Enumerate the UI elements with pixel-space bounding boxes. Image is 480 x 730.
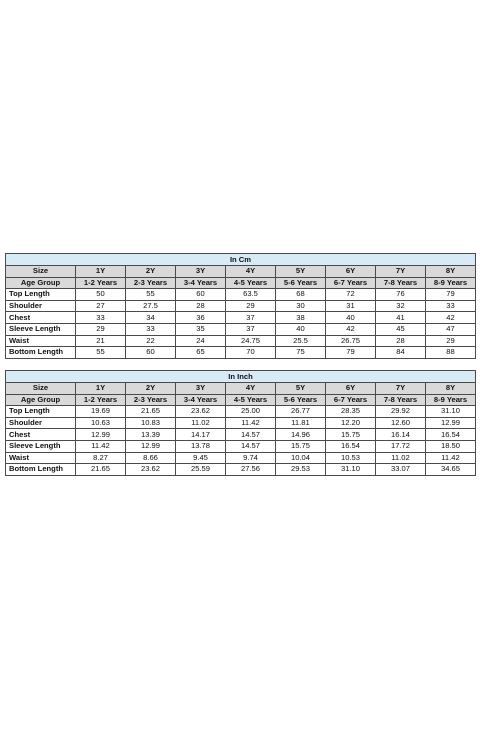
measurement-value: 12.99	[76, 429, 126, 441]
measurement-value: 25.00	[226, 406, 276, 418]
age-group-label: Age Group	[6, 277, 76, 289]
measurement-value: 8.66	[126, 452, 176, 464]
measurement-value: 27	[76, 300, 126, 312]
measurement-value: 33.07	[376, 464, 426, 476]
measurement-label: Top Length	[6, 406, 76, 418]
measurement-value: 16.14	[376, 429, 426, 441]
size-label: Size	[6, 266, 76, 278]
measurement-value: 88	[426, 347, 476, 359]
measurement-value: 11.42	[76, 440, 126, 452]
measurement-label: Bottom Length	[6, 464, 76, 476]
size-header-cell: 3Y	[176, 266, 226, 278]
table-row	[6, 406, 476, 418]
measurement-value: 60	[126, 347, 176, 359]
table-row	[6, 452, 476, 464]
measurement-value: 38	[276, 312, 326, 324]
table-row	[6, 335, 476, 347]
measurement-value: 18.50	[426, 440, 476, 452]
table-row	[6, 440, 476, 452]
measurement-value: 12.60	[376, 417, 426, 429]
measurement-value: 21.65	[76, 464, 126, 476]
unit-title: In Inch	[6, 371, 476, 383]
measurement-value: 79	[426, 289, 476, 301]
measurement-value: 12.99	[126, 440, 176, 452]
measurement-value: 75	[276, 347, 326, 359]
measurement-value: 29.92	[376, 406, 426, 418]
measurement-value: 45	[376, 323, 426, 335]
measurement-value: 26.77	[276, 406, 326, 418]
age-header-row	[6, 394, 476, 406]
measurement-value: 14.17	[176, 429, 226, 441]
measurement-value: 10.04	[276, 452, 326, 464]
unit-title: In Cm	[6, 254, 476, 266]
age-group-label: Age Group	[6, 394, 76, 406]
measurement-value: 24	[176, 335, 226, 347]
size-header-cell: 5Y	[276, 383, 326, 395]
measurement-value: 14.57	[226, 429, 276, 441]
size-header-cell: 3Y	[176, 383, 226, 395]
table-row	[6, 289, 476, 301]
measurement-value: 42	[326, 323, 376, 335]
measurement-value: 33	[426, 300, 476, 312]
measurement-label: Sleeve Length	[6, 440, 76, 452]
measurement-label: Bottom Length	[6, 347, 76, 359]
measurement-label: Top Length	[6, 289, 76, 301]
measurement-value: 21.65	[126, 406, 176, 418]
measurement-label: Shoulder	[6, 300, 76, 312]
age-header-cell: 7-8 Years	[376, 277, 426, 289]
measurement-value: 28	[176, 300, 226, 312]
measurement-value: 8.27	[76, 452, 126, 464]
measurement-value: 84	[376, 347, 426, 359]
measurement-value: 50	[76, 289, 126, 301]
measurement-value: 31	[326, 300, 376, 312]
age-header-row	[6, 277, 476, 289]
table-title-row	[6, 371, 476, 383]
size-chart-cm-table	[5, 253, 476, 359]
measurement-value: 65	[176, 347, 226, 359]
measurement-value: 30	[276, 300, 326, 312]
measurement-value: 63.5	[226, 289, 276, 301]
measurement-value: 68	[276, 289, 326, 301]
measurement-value: 70	[226, 347, 276, 359]
measurement-value: 12.20	[326, 417, 376, 429]
measurement-value: 28.35	[326, 406, 376, 418]
measurement-value: 10.63	[76, 417, 126, 429]
size-header-cell: 8Y	[426, 383, 476, 395]
measurement-value: 31.10	[326, 464, 376, 476]
size-label: Size	[6, 383, 76, 395]
size-header-cell: 1Y	[76, 266, 126, 278]
measurement-label: Sleeve Length	[6, 323, 76, 335]
measurement-value: 29	[426, 335, 476, 347]
measurement-value: 15.75	[326, 429, 376, 441]
size-header-cell: 2Y	[126, 383, 176, 395]
size-header-row	[6, 266, 476, 278]
measurement-value: 36	[176, 312, 226, 324]
measurement-value: 31.10	[426, 406, 476, 418]
size-header-cell: 7Y	[376, 266, 426, 278]
measurement-value: 42	[426, 312, 476, 324]
age-header-cell: 2-3 Years	[126, 277, 176, 289]
measurement-value: 10.83	[126, 417, 176, 429]
measurement-value: 55	[76, 347, 126, 359]
measurement-value: 26.75	[326, 335, 376, 347]
age-header-cell: 6-7 Years	[326, 394, 376, 406]
measurement-value: 10.53	[326, 452, 376, 464]
measurement-value: 40	[326, 312, 376, 324]
size-header-cell: 6Y	[326, 383, 376, 395]
age-header-cell: 6-7 Years	[326, 277, 376, 289]
measurement-label: Chest	[6, 429, 76, 441]
age-header-cell: 7-8 Years	[376, 394, 426, 406]
measurement-value: 34.65	[426, 464, 476, 476]
measurement-value: 16.54	[426, 429, 476, 441]
measurement-value: 11.02	[376, 452, 426, 464]
measurement-value: 27.5	[126, 300, 176, 312]
measurement-value: 17.72	[376, 440, 426, 452]
measurement-value: 23.62	[176, 406, 226, 418]
measurement-value: 11.81	[276, 417, 326, 429]
measurement-value: 47	[426, 323, 476, 335]
size-header-row	[6, 383, 476, 395]
measurement-value: 33	[76, 312, 126, 324]
measurement-value: 25.59	[176, 464, 226, 476]
size-header-cell: 4Y	[226, 383, 276, 395]
measurement-value: 27.56	[226, 464, 276, 476]
measurement-value: 40	[276, 323, 326, 335]
measurement-value: 41	[376, 312, 426, 324]
age-header-cell: 5-6 Years	[276, 394, 326, 406]
age-header-cell: 3-4 Years	[176, 394, 226, 406]
size-header-cell: 7Y	[376, 383, 426, 395]
measurement-value: 72	[326, 289, 376, 301]
age-header-cell: 8-9 Years	[426, 277, 476, 289]
measurement-value: 15.75	[276, 440, 326, 452]
measurement-value: 55	[126, 289, 176, 301]
measurement-value: 76	[376, 289, 426, 301]
age-header-cell: 3-4 Years	[176, 277, 226, 289]
measurement-value: 13.78	[176, 440, 226, 452]
measurement-value: 16.54	[326, 440, 376, 452]
measurement-value: 24.75	[226, 335, 276, 347]
measurement-value: 11.42	[226, 417, 276, 429]
measurement-label: Waist	[6, 452, 76, 464]
table-row	[6, 417, 476, 429]
table-row	[6, 429, 476, 441]
measurement-value: 37	[226, 312, 276, 324]
measurement-value: 35	[176, 323, 226, 335]
size-header-cell: 1Y	[76, 383, 126, 395]
measurement-value: 11.42	[426, 452, 476, 464]
size-header-cell: 6Y	[326, 266, 376, 278]
size-chart-inch-table	[5, 370, 476, 476]
measurement-value: 21	[76, 335, 126, 347]
table-row	[6, 464, 476, 476]
measurement-value: 9.45	[176, 452, 226, 464]
measurement-value: 14.96	[276, 429, 326, 441]
measurement-value: 19.69	[76, 406, 126, 418]
table-row	[6, 300, 476, 312]
table-title-row	[6, 254, 476, 266]
age-header-cell: 1-2 Years	[76, 394, 126, 406]
age-header-cell: 1-2 Years	[76, 277, 126, 289]
measurement-value: 25.5	[276, 335, 326, 347]
measurement-value: 60	[176, 289, 226, 301]
measurement-value: 9.74	[226, 452, 276, 464]
size-header-cell: 4Y	[226, 266, 276, 278]
measurement-value: 11.02	[176, 417, 226, 429]
measurement-value: 33	[126, 323, 176, 335]
size-header-cell: 2Y	[126, 266, 176, 278]
age-header-cell: 5-6 Years	[276, 277, 326, 289]
measurement-value: 23.62	[126, 464, 176, 476]
measurement-value: 29	[226, 300, 276, 312]
table-row	[6, 323, 476, 335]
measurement-value: 79	[326, 347, 376, 359]
table-row	[6, 347, 476, 359]
table-row	[6, 312, 476, 324]
size-header-cell: 5Y	[276, 266, 326, 278]
measurement-value: 29	[76, 323, 126, 335]
measurement-value: 28	[376, 335, 426, 347]
measurement-value: 32	[376, 300, 426, 312]
age-header-cell: 4-5 Years	[226, 277, 276, 289]
size-header-cell: 8Y	[426, 266, 476, 278]
measurement-value: 22	[126, 335, 176, 347]
age-header-cell: 4-5 Years	[226, 394, 276, 406]
measurement-label: Chest	[6, 312, 76, 324]
measurement-value: 29.53	[276, 464, 326, 476]
measurement-value: 14.57	[226, 440, 276, 452]
age-header-cell: 8-9 Years	[426, 394, 476, 406]
measurement-value: 37	[226, 323, 276, 335]
measurement-value: 34	[126, 312, 176, 324]
age-header-cell: 2-3 Years	[126, 394, 176, 406]
measurement-value: 13.39	[126, 429, 176, 441]
measurement-value: 12.99	[426, 417, 476, 429]
measurement-label: Shoulder	[6, 417, 76, 429]
measurement-label: Waist	[6, 335, 76, 347]
